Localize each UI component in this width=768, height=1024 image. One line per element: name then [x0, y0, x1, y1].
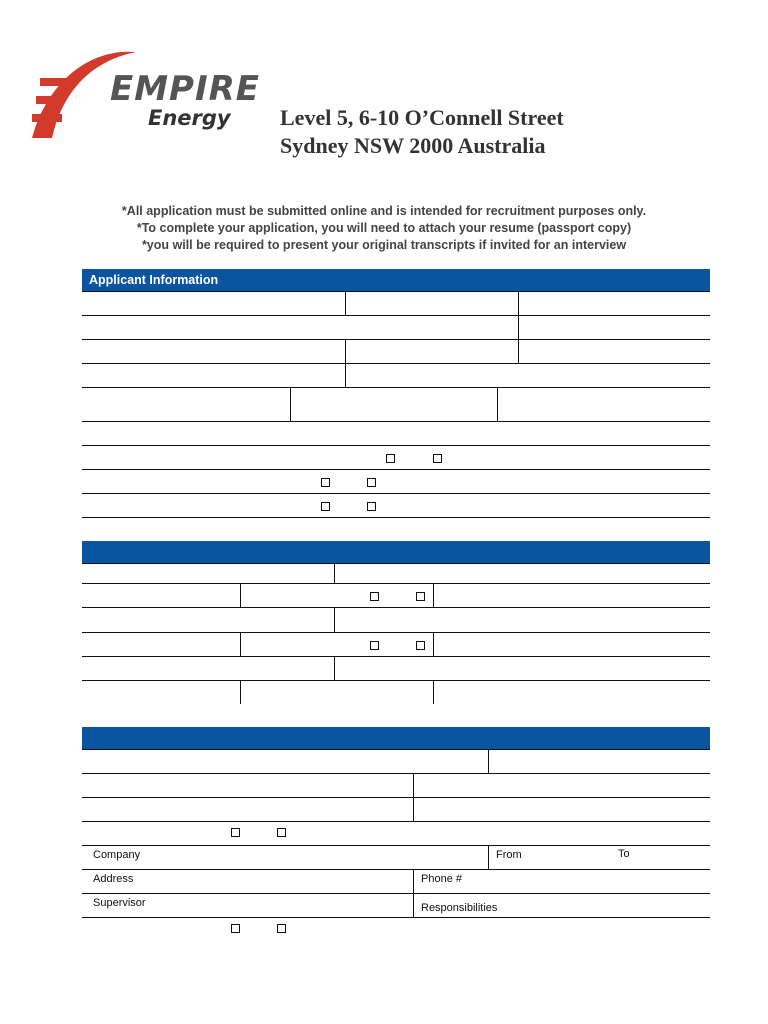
form-line: [82, 917, 710, 918]
form-line: [82, 563, 710, 564]
logo-main-text: EMPIRE: [110, 69, 261, 109]
form-line: [82, 656, 710, 657]
address-line-2: Sydney NSW 2000 Australia: [280, 133, 546, 158]
form-divider: [488, 845, 489, 869]
form-divider: [413, 773, 414, 797]
form-divider: [345, 363, 346, 387]
form-divider: [518, 291, 519, 315]
yes-checkbox[interactable]: [370, 641, 379, 650]
form-divider: [518, 339, 519, 363]
form-line: [82, 445, 710, 446]
form-line: [82, 773, 710, 774]
form-line: [82, 339, 710, 340]
form-divider: [413, 869, 414, 893]
form-line: [82, 315, 710, 316]
yes-checkbox[interactable]: [321, 502, 330, 511]
form-divider: [334, 563, 335, 583]
logo-sub-text: Energy: [148, 106, 231, 130]
form-divider: [518, 315, 519, 339]
yes-checkbox[interactable]: [231, 828, 240, 837]
form-line: [82, 845, 710, 846]
form-divider: [433, 680, 434, 704]
form-line: [82, 493, 710, 494]
form-divider: [345, 339, 346, 363]
no-checkbox[interactable]: [367, 478, 376, 487]
responsibilities-label: Responsibilities: [421, 902, 498, 914]
form-line: [82, 869, 710, 870]
form-line: [82, 363, 710, 364]
form-divider: [240, 632, 241, 656]
application-notes: [0, 203, 768, 254]
note-1: *All application must be submitted online and is intended for recruitment purposes only.: [121, 204, 647, 218]
no-checkbox[interactable]: [277, 924, 286, 933]
form-line: [82, 607, 710, 608]
education-section-header: [82, 541, 710, 563]
form-line: [82, 680, 710, 681]
no-checkbox[interactable]: [416, 592, 425, 601]
form-line: [82, 517, 710, 518]
form-divider: [290, 387, 291, 421]
form-divider: [433, 583, 434, 607]
yes-checkbox[interactable]: [386, 454, 395, 463]
phone-label: Phone #: [421, 873, 462, 885]
form-line: [82, 291, 710, 292]
form-line: [82, 797, 710, 798]
no-checkbox[interactable]: [367, 502, 376, 511]
company-label: Company: [93, 849, 141, 861]
yes-checkbox[interactable]: [321, 478, 330, 487]
form-divider: [497, 387, 498, 421]
form-divider: [334, 607, 335, 632]
form-divider: [413, 797, 414, 821]
no-checkbox[interactable]: [416, 641, 425, 650]
note-2: *To complete your application, you will need to attach your resume (passport copy): [136, 221, 632, 235]
company-address: [280, 104, 564, 160]
form-line: [82, 749, 710, 750]
yes-checkbox[interactable]: [370, 592, 379, 601]
form-line: [82, 893, 710, 894]
applicant-section-header: Applicant Information: [82, 269, 710, 291]
form-divider: [488, 749, 489, 773]
form-divider: [345, 291, 346, 315]
form-line: [82, 821, 710, 822]
form-divider: [334, 656, 335, 680]
form-divider: [413, 893, 414, 917]
form-line: [82, 421, 710, 422]
form-line: [82, 469, 710, 470]
to-label: To: [618, 848, 630, 860]
note-3: *you will be required to present your original transcripts if invited for an interview: [141, 238, 627, 252]
supervisor-label: Supervisor: [93, 897, 146, 909]
address-line-1: Level 5, 6-10 O’Connell Street: [280, 105, 564, 130]
form-divider: [240, 583, 241, 607]
employment-section-header: [82, 727, 710, 749]
form-divider: [240, 680, 241, 704]
form-line: [82, 632, 710, 633]
yes-checkbox[interactable]: [231, 924, 240, 933]
form-line: [82, 583, 710, 584]
address-label: Address: [93, 873, 134, 885]
no-checkbox[interactable]: [433, 454, 442, 463]
form-divider: [433, 632, 434, 656]
from-label: From: [496, 849, 522, 861]
no-checkbox[interactable]: [277, 828, 286, 837]
company-logo: [26, 46, 266, 146]
form-line: [82, 387, 710, 388]
